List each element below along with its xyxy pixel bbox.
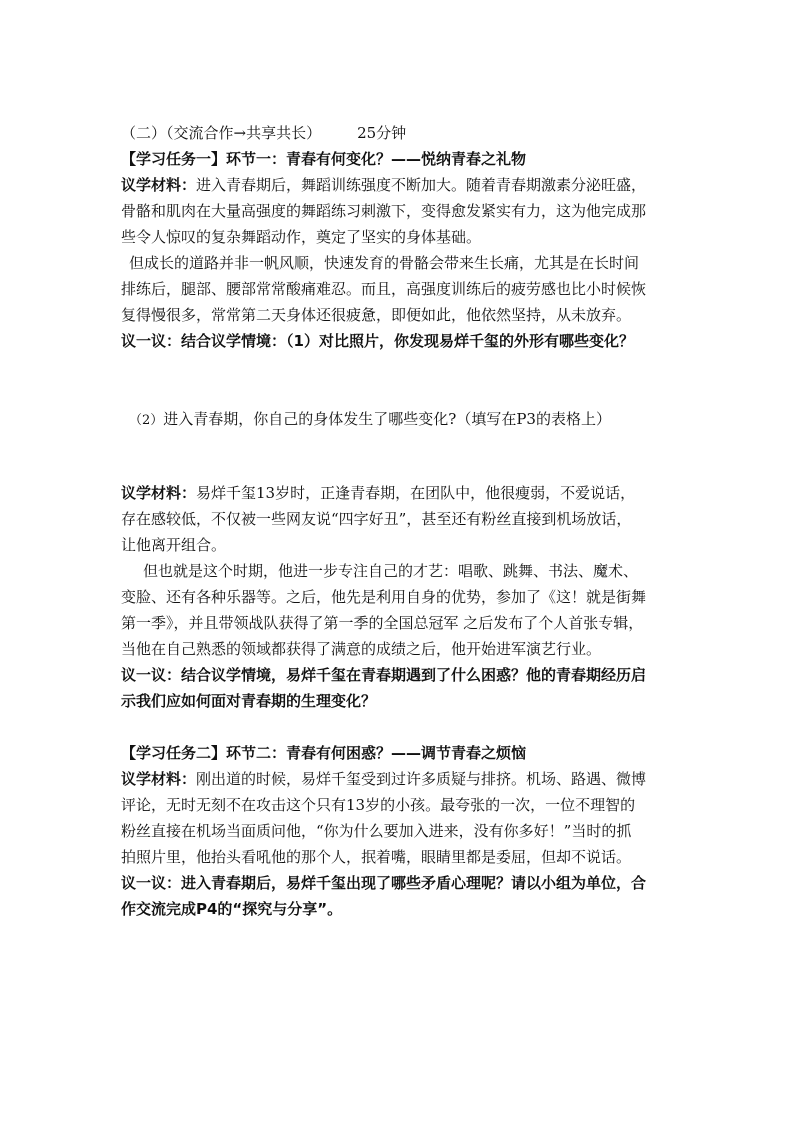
task2-material-line-4: 拍照片里，他抬头看吼他的那个人，抿着嘴，眼睛里都是委屈，但却不说话。 [121, 848, 632, 866]
material-text: 进入青春期后，舞蹈训练强度不断加大。随着青春期激素分泌旺盛， [196, 176, 647, 194]
document-page [121, 120, 681, 922]
discuss-label: 议一议： [121, 874, 182, 892]
task2-material-line-2: 评论，无时无刻不在攻击这个只有13岁的小孩。最夸张的一次，一位不理智的 [121, 796, 636, 814]
discuss-text: 结合议学情境，易烊千玺在青春期遇到了什么困惑？他的青春期经历启 [181, 666, 647, 684]
answer-space [121, 354, 681, 406]
task2-discuss-line-1 [121, 870, 681, 896]
task1-title: 【学习任务一】环节一：青春有何变化？——悦纳青春之礼物 [121, 150, 527, 168]
task2-discuss-line-2: 作交流完成P4的“探究与分享”。 [121, 900, 343, 918]
task2-material-line-3: 粉丝直接在机场当面质问他，“你为什么要加入进来，没有你多好！”当时的抓 [121, 822, 632, 840]
material-text: 刚出道的时候，易烊千玺受到过许多质疑与排挤。机场、路遇、微博 [196, 770, 647, 788]
section-time: 25分钟 [357, 124, 407, 142]
task1-material1-line-3: 些令人惊叹的复杂舞蹈动作，奠定了坚实的身体基础。 [121, 228, 482, 246]
task1-material2-line-2: 存在感较低，不仅被一些网友说“四字好丑”，甚至还有粉丝直接到机场放话， [121, 510, 632, 528]
task1-material1-para2-line-2: 排练后，腿部、腰部常常酸痛难忍。而且，高强度训练后的疲劳感也比小时候恢 [121, 280, 647, 298]
task1-discuss2-line-1 [121, 662, 681, 688]
material-label: 议学材料： [121, 176, 197, 194]
task1-material1-line-1 [121, 172, 681, 198]
task1-material2-para2-line-2: 变脸、还有各种乐器等。之后，他先是利用自身的优势，参加了《这！就是街舞 [121, 588, 647, 606]
task1-material2-para2-line-4: 当他在自己熟悉的领域都获得了满意的成绩之后，他开始进军演艺行业。 [121, 640, 602, 658]
task1-discuss1 [121, 328, 681, 354]
material-label: 议学材料： [121, 484, 197, 502]
section-heading: （二）（交流合作→共享共长） [121, 124, 322, 142]
task1-material2-para2-line-3: 第一季》，并且带领战队获得了第一季的全国总冠军 之后发布了个人首张专辑， [121, 614, 644, 632]
material-text: 易烊千玺13岁时，正逢青春期，在团队中，他很瘦弱，不爱说话， [196, 484, 636, 502]
question-number: （2） [129, 413, 164, 428]
task2-material-line-1 [121, 766, 681, 792]
task1-material2-para2-line-1: 但也就是这个时期，他进一步专注自己的才艺：唱歌、跳舞、书法、魔术、 [143, 562, 639, 580]
discuss-text: 结合议学情境：（1）对比照片，你发现易烊千玺的外形有哪些变化？ [181, 332, 634, 350]
discuss-text: 进入青春期后，易烊千玺出现了哪些矛盾心理呢？请以小组为单位，合 [181, 874, 647, 892]
discuss-label: 议一议： [121, 332, 182, 350]
answer-space [121, 432, 681, 480]
task1-material2-line-3: 让他离开组合。 [121, 536, 227, 554]
discuss-label: 议一议： [121, 666, 182, 684]
question-text: 进入青春期，你自己的身体发生了哪些变化?（填写在P3的表格上） [163, 410, 611, 428]
task1-material1-line-2: 骨骼和肌肉在大量高强度的舞蹈练习刺激下，变得愈发紧实有力，这为他完成那 [121, 202, 647, 220]
task1-material1-para2-line-1: 但成长的道路并非一帆风顺，快速发育的骨骼会带来生长痛，尤其是在长时间 [129, 254, 640, 272]
task1-discuss2-line-2: 示我们应如何面对青春期的生理变化？ [121, 692, 377, 710]
material-label: 议学材料： [121, 770, 197, 788]
task1-material2-line-1 [121, 480, 681, 506]
section-gap [121, 714, 681, 740]
task1-question2 [121, 406, 681, 432]
task2-title: 【学习任务二】环节二：青春有何困惑？——调节青春之烦恼 [121, 744, 527, 762]
task1-material1-para2-line-3: 复得慢很多，常常第二天身体还很疲惫，即便如此，他依然坚持，从未放弃。 [121, 306, 632, 324]
section-heading-line [121, 120, 681, 146]
